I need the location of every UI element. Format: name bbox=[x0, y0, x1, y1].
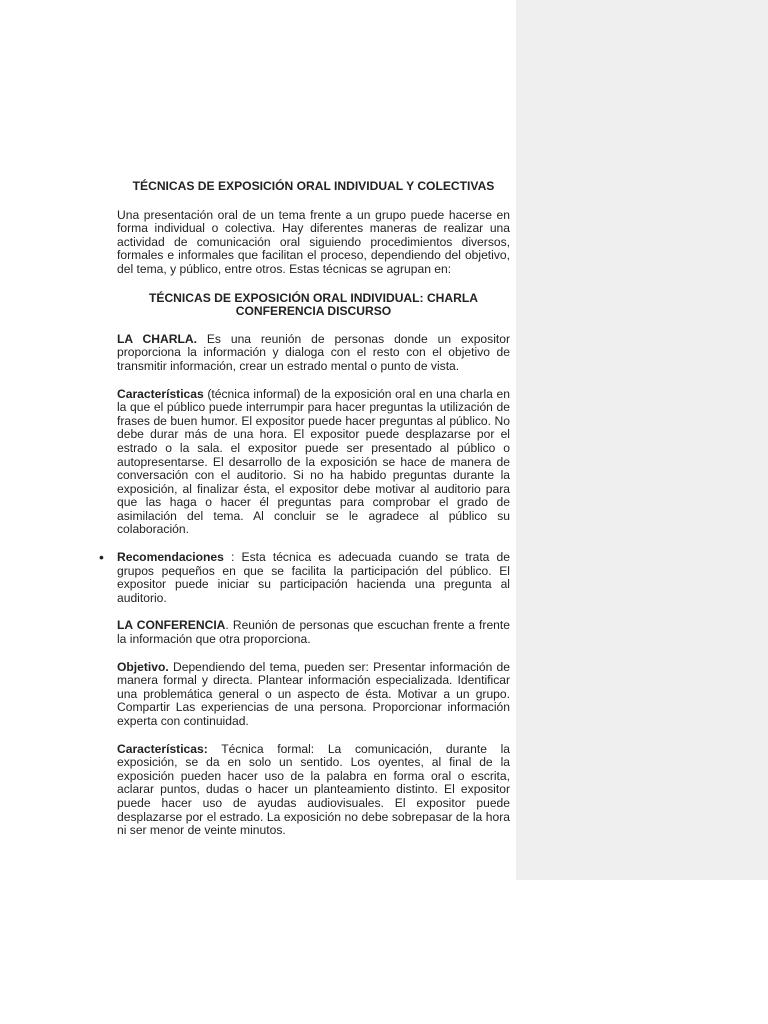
intro-paragraph: Una presentación oral de un tema frente a un grupo puede hacerse en forma individual o colectiva. Hay diferentes maneras de realizar una actividad de comunicación oral siguiendo procedimientos diversos, formales e informales que facilitan el proceso, dependiendo del objetivo, del tema, y público, entre otros. Estas técnicas se agrupan en: bbox=[117, 207, 510, 276]
charla-paragraph bbox=[117, 333, 510, 374]
conferencia-paragraph bbox=[117, 619, 510, 646]
document-body bbox=[99, 179, 510, 838]
bullet-icon: • bbox=[99, 549, 104, 566]
caracteristicas-charla-paragraph bbox=[117, 388, 510, 538]
caracteristicas-conferencia-paragraph bbox=[117, 743, 510, 838]
subtitle-line-2: CONFERENCIA DISCURSO bbox=[235, 304, 392, 319]
objetivo-label: Objetivo. bbox=[117, 659, 169, 674]
recomendaciones-label: Recomendaciones bbox=[117, 550, 224, 565]
recomendaciones-text: : Esta técnica es adecuada cuando se trata de grupos pequeños en que se facilita la participación del público. El expositor puede iniciar su participación hacienda una pregunta al auditorio. bbox=[117, 550, 510, 605]
objetivo-paragraph bbox=[117, 661, 510, 729]
conferencia-text: . Reunión de personas que escuchan frente a frente la información que otra proporciona. bbox=[117, 618, 510, 647]
comment-pane bbox=[516, 0, 768, 880]
caracteristicas-text: (técnica informal) de la exposición oral en una charla en la que el público puede interrumpir para hacer preguntas la utilización de frases de buen humor. El expositor puede hacer preguntas al público. No debe durar más de una hora. El expositor puede desplazarse por el estrado o la sala. el expositor puede ser presentado al público o autopresentarse. El desarrollo de la exposición se hace de manera de conversación con el auditorio. Si no ha habido preguntas durante la exposición, al finalizar ésta, el expositor debe motivar al auditorio para que las haga o hacer él preguntas para comprobar el grado de asimilación del tema. Al concluir se le agradece al público su colaboración. bbox=[117, 386, 510, 537]
conferencia-label: LA CONFERENCIA bbox=[117, 618, 226, 633]
objetivo-text: Dependiendo del tema, pueden ser: Presentar información de manera formal y directa. Plantear información especializada. Identificar una problemática general o un aspecto de ésta. Motivar a un grupo. Compartir Las experiencias de una persona. Proporcionar información experta con continuidad. bbox=[117, 659, 510, 728]
charla-text: Es una reunión de personas donde un expositor proporciona la información y dialoga con el resto con el objetivo de transmitir información, crear un estrado mental o punto de vista. bbox=[117, 331, 510, 373]
caracteristicas-conferencia-label: Características: bbox=[117, 741, 208, 756]
caracteristicas-conferencia-text: Técnica formal: La comunicación, durante la exposición, se da en solo un sentido. Los oyentes, al final de la exposición pueden hacer uso de la palabra en forma oral o escrita, aclarar puntos, dudas o hacer un planteamiento distinto. El expositor puede hacer uso de ayudas audiovisuales. El expositor puede desplazarse por el estrado. La exposición no debe sobrepasar de la hora ni ser menor de veinte minutos. bbox=[117, 741, 510, 838]
section-subtitle bbox=[117, 292, 510, 319]
document-title: TÉCNICAS DE EXPOSICIÓN ORAL INDIVIDUAL Y COLECTIVAS bbox=[132, 179, 495, 193]
caracteristicas-label: Características bbox=[117, 386, 204, 401]
recomendaciones-paragraph bbox=[99, 549, 510, 605]
subtitle-line-1: TÉCNICAS DE EXPOSICIÓN ORAL INDIVIDUAL: CHARLA bbox=[148, 290, 478, 305]
charla-label: LA CHARLA. bbox=[117, 331, 197, 346]
